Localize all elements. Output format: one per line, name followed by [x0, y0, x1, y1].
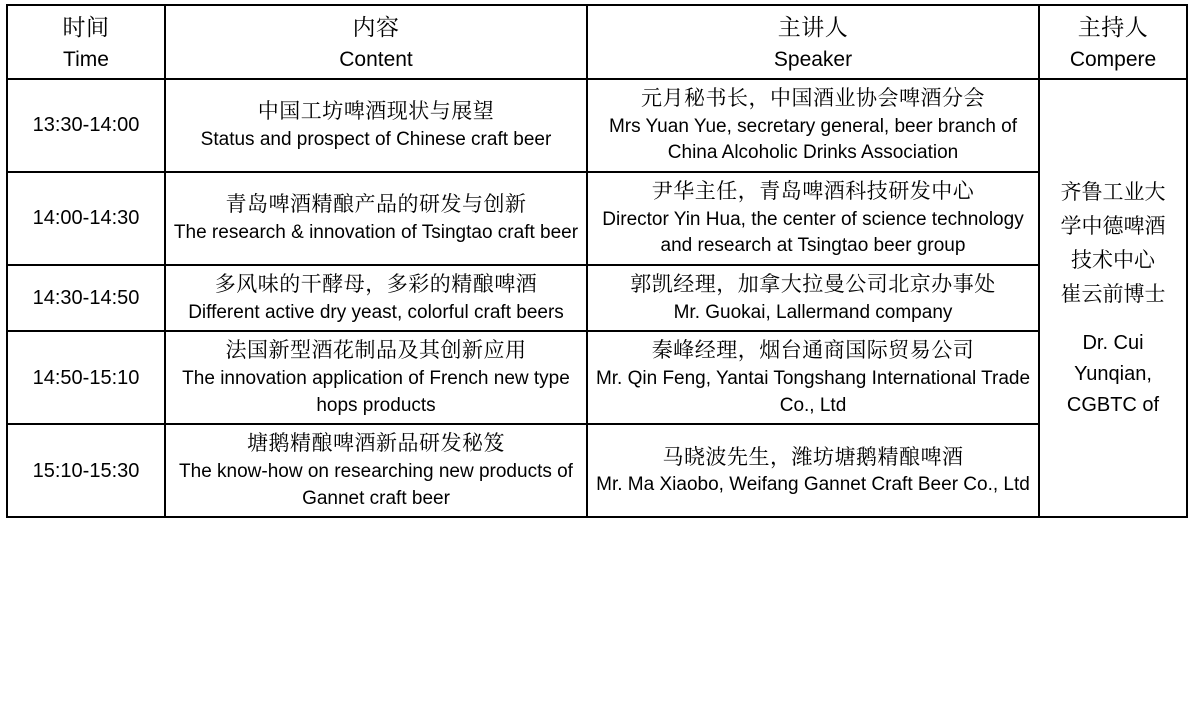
table-header-row	[7, 5, 1187, 79]
compere-cn-1: 齐鲁工业大	[1060, 180, 1166, 204]
row-content-cn: 中国工坊啤酒现状与展望	[257, 100, 495, 124]
row-content-en: The research & innovation of Tsingtao craft beer	[173, 222, 579, 243]
row-speaker-cn: 马晓波先生，潍坊塘鹅精酿啤酒	[662, 445, 964, 469]
row-speaker-cn: 尹华主任，青岛啤酒科技研发中心	[651, 179, 975, 203]
compere-cn-4: 崔云前博士	[1060, 282, 1166, 306]
row-speaker-en: Mr. Ma Xiaobo, Weifang Gannet Craft Beer Co., Ltd	[596, 474, 1030, 496]
compere-en-3: CGBTC of	[1066, 393, 1160, 416]
row-speaker	[587, 424, 1039, 517]
row-content-cn: 法国新型酒花制品及其创新应用	[225, 339, 527, 363]
row-speaker-en: Director Yin Hua, the center of science technology and research at Tsingtao beer group	[602, 208, 1024, 257]
row-content-en: Different active dry yeast, colorful craft beers	[188, 301, 564, 323]
row-content-cn: 塘鹅精酿啤酒新品研发秘笈	[247, 432, 505, 456]
compere-en-2: Yunqian,	[1074, 362, 1152, 385]
row-content	[165, 79, 587, 172]
row-content-en: The innovation application of French new type hops products	[182, 368, 570, 416]
header-speaker-en: Speaker	[773, 47, 853, 71]
header-speaker-cn: 主讲人	[777, 14, 849, 40]
row-speaker-cn: 秦峰经理，烟台通商国际贸易公司	[651, 339, 975, 363]
header-compere-cn: 主持人	[1077, 14, 1149, 40]
row-content	[165, 331, 587, 424]
row-speaker	[587, 331, 1039, 424]
header-speaker	[587, 5, 1039, 79]
row-time: 14:30-14:50	[7, 265, 165, 331]
row-speaker-en: Mr. Guokai, Lallermand company	[673, 301, 953, 323]
row-speaker-en: Mrs Yuan Yue, secretary general, beer branch of China Alcoholic Drinks Association	[608, 115, 1018, 164]
compere-cell	[1039, 79, 1187, 517]
row-speaker-cn: 元月秘书长，中国酒业协会啤酒分会	[641, 86, 985, 110]
row-content-cn: 青岛啤酒精酿产品的研发与创新	[225, 193, 527, 217]
compere-en-1: Dr. Cui	[1082, 331, 1144, 354]
row-time: 14:50-15:10	[7, 331, 165, 424]
table-row	[7, 331, 1187, 424]
header-content-cn: 内容	[352, 14, 400, 40]
table-row	[7, 265, 1187, 331]
row-content-cn: 多风味的干酵母，多彩的精酿啤酒	[214, 272, 538, 296]
row-time: 15:10-15:30	[7, 424, 165, 517]
header-content	[165, 5, 587, 79]
agenda-table	[6, 4, 1188, 518]
table-row	[7, 424, 1187, 517]
row-speaker-en: Mr. Qin Feng, Yantai Tongshang International Trade Co., Ltd	[595, 368, 1031, 416]
header-time-en: Time	[63, 47, 109, 71]
header-content-en: Content	[339, 47, 413, 71]
table-row	[7, 172, 1187, 265]
header-compere	[1039, 5, 1187, 79]
row-speaker-cn: 郭凯经理，加拿大拉曼公司北京办事处	[630, 272, 996, 296]
header-compere-en: Compere	[1069, 47, 1157, 71]
compere-cn-3: 技术中心	[1071, 248, 1155, 272]
row-speaker	[587, 172, 1039, 265]
row-speaker	[587, 265, 1039, 331]
row-content	[165, 265, 587, 331]
row-time: 14:00-14:30	[7, 172, 165, 265]
row-time: 13:30-14:00	[7, 79, 165, 172]
row-content	[165, 424, 587, 517]
header-time	[7, 5, 165, 79]
compere-spacer	[1046, 312, 1180, 328]
header-time-cn: 时间	[62, 14, 110, 40]
row-content-en: Status and prospect of Chinese craft beer	[200, 129, 552, 150]
row-content	[165, 172, 587, 265]
row-speaker	[587, 79, 1039, 172]
row-content-en: The know-how on researching new products of Gannet craft beer	[179, 461, 573, 509]
table-row	[7, 79, 1187, 172]
compere-cn-2: 学中德啤酒	[1060, 214, 1166, 238]
